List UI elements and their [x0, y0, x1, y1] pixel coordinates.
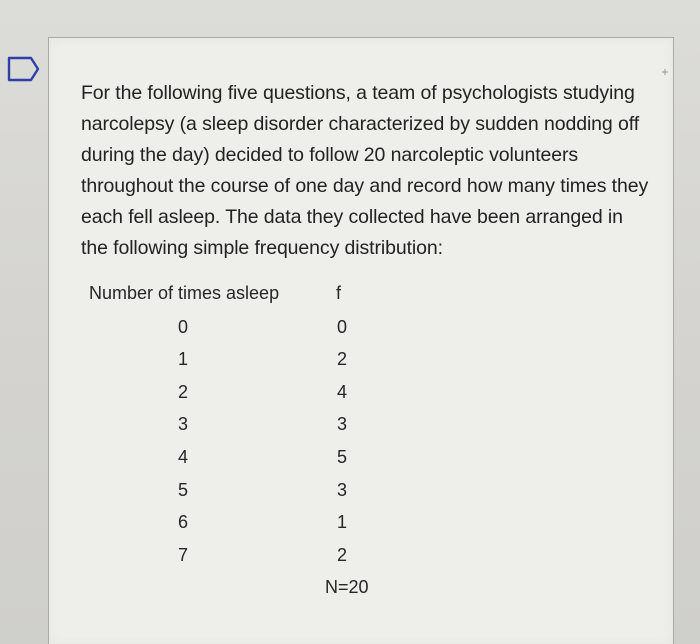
times-asleep-value: 1 [177, 349, 188, 369]
table-row [89, 317, 389, 345]
times-asleep-value: 4 [177, 447, 188, 467]
table-header [89, 283, 389, 313]
table-row [89, 414, 389, 442]
table-row [89, 480, 389, 508]
flag-icon[interactable] [5, 55, 41, 83]
frequency-value: 0 [336, 317, 347, 337]
frequency-value: 4 [336, 382, 347, 402]
times-asleep-value: 3 [177, 414, 188, 434]
times-asleep-value: 0 [177, 317, 188, 337]
table-row [89, 349, 389, 377]
total-count: N=20 [325, 577, 369, 597]
times-asleep-value: 2 [177, 382, 188, 402]
times-asleep-value: 7 [177, 545, 188, 565]
question-card [48, 37, 674, 644]
frequency-value: 5 [336, 447, 347, 467]
table-row [89, 447, 389, 475]
column-header-times-asleep: Number of times asleep [89, 283, 280, 303]
table-row [89, 382, 389, 410]
table-row [89, 512, 389, 540]
frequency-value: 3 [336, 480, 347, 500]
frequency-value: 3 [336, 414, 347, 434]
column-header-frequency: f [336, 283, 342, 303]
frequency-value: 2 [336, 545, 347, 565]
frequency-value: 1 [336, 512, 347, 532]
times-asleep-value: 5 [177, 480, 188, 500]
card-corner-mark [661, 68, 669, 76]
question-prompt: For the following five questions, a team of psychologists studying narcolepsy (a sleep disorder characterized by sudden nodding off during the day) decided to follow 20 narcoleptic volunteers throughout the course of one day and record how many times they each fell asleep. The data they collected have been arranged in the following simple frequency distribution: [81, 82, 649, 259]
table-row [89, 545, 389, 573]
frequency-value: 2 [336, 349, 347, 369]
times-asleep-value: 6 [177, 512, 188, 532]
